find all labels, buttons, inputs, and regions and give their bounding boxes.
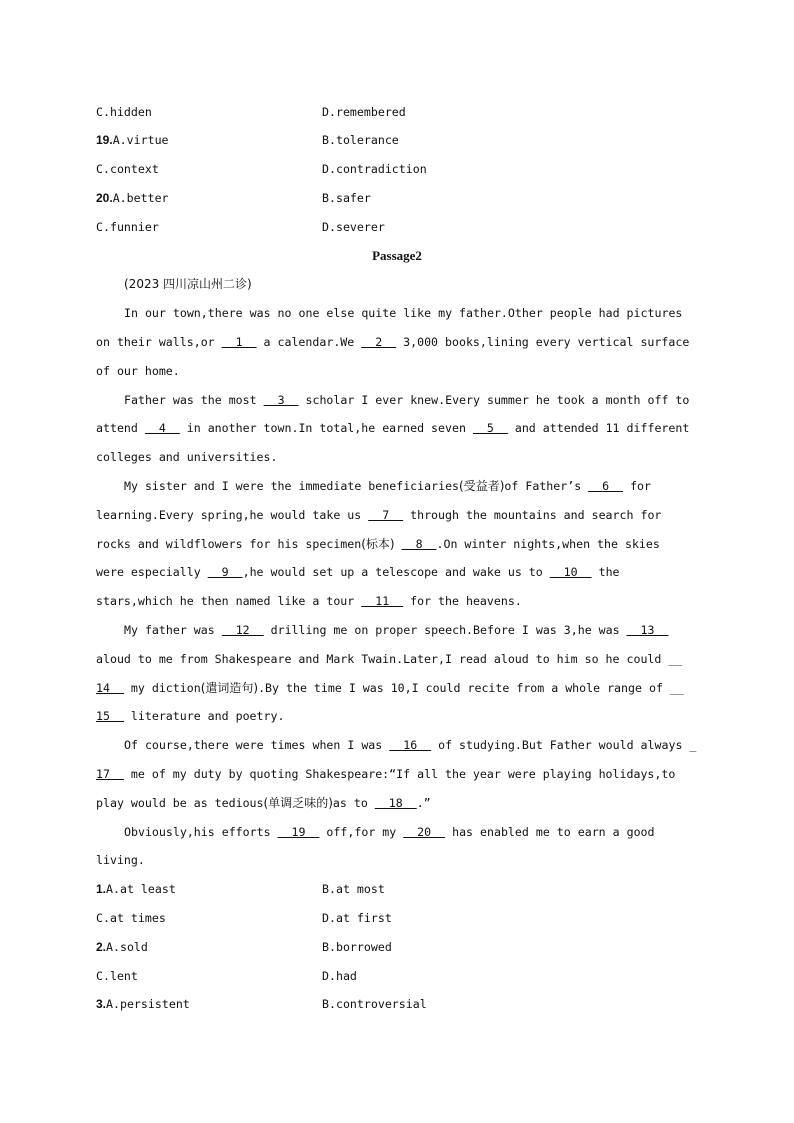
blank: 4: [144, 421, 180, 435]
option-b: D.remembered: [322, 105, 406, 119]
text: of Father’s: [504, 479, 589, 493]
text: a calendar.We: [256, 335, 362, 349]
blank: 5: [472, 421, 508, 435]
blank: 12: [221, 623, 264, 637]
text: (遣词造句): [200, 681, 259, 695]
text: colleges and universities.: [96, 450, 278, 464]
option-row: [322, 996, 427, 1012]
passage-line: [96, 766, 675, 782]
option-a: A.sold: [106, 940, 148, 954]
option-a: C.hidden: [96, 105, 152, 119]
text: in another town.In total,he earned seven: [179, 421, 473, 435]
blank: 7: [368, 508, 404, 522]
passage-line: [96, 363, 180, 379]
text: of studying.But Father would always _: [431, 738, 697, 752]
option-b: D.had: [322, 969, 357, 983]
text: through the mountains and search for: [403, 508, 662, 522]
question-number: 19.: [96, 133, 113, 147]
option-row: [322, 881, 385, 897]
question-number: 2.: [96, 940, 107, 954]
option-b: B.tolerance: [322, 133, 399, 147]
passage-line: [124, 305, 682, 321]
text: play would be as tedious: [96, 796, 264, 810]
text: the: [591, 565, 620, 579]
text: living.: [96, 853, 145, 867]
blank: 3: [263, 393, 299, 407]
text: off,for my: [319, 825, 404, 839]
passage-line: [96, 334, 689, 350]
option-b: B.controversial: [322, 997, 427, 1011]
option-a: C.context: [96, 162, 159, 176]
text: my diction: [123, 681, 201, 695]
passage-line: [96, 420, 689, 436]
option-a: C.funnier: [96, 220, 159, 234]
blank: 9: [207, 565, 243, 579]
text: Father was the most: [124, 393, 264, 407]
option-a: A.at least: [106, 882, 176, 896]
text: drilling me on proper speech.Before I was 3,he was: [263, 623, 627, 637]
text: of our home.: [96, 364, 180, 378]
passage-line: [96, 564, 620, 580]
passage-line: [96, 795, 431, 811]
text: me of my duty by quoting Shakespeare:“If all the year were playing holidays,to: [123, 767, 676, 781]
text: learning.Every spring,he would take us: [96, 508, 369, 522]
passage-line: [96, 593, 522, 609]
passage-line: [96, 680, 684, 696]
option-row: [96, 161, 159, 177]
passage-source: (2023 四川凉山州二诊): [124, 277, 252, 291]
text: on their walls,or: [96, 335, 222, 349]
option-row: [96, 939, 148, 955]
passage-line: [96, 651, 682, 667]
passage-line: [96, 507, 661, 523]
option-row: [96, 968, 138, 984]
text: (标本): [361, 537, 395, 551]
text: Of course,there were times when I was: [124, 738, 390, 752]
blank: 8: [401, 537, 437, 551]
passage-title: Passage2: [372, 248, 422, 263]
passage-line: [96, 708, 284, 724]
passage-line: [124, 824, 655, 840]
text: (单调乏味的): [263, 796, 333, 810]
blank: 13: [626, 623, 669, 637]
option-row: [322, 968, 357, 984]
text: aloud to me from Shakespeare and Mark Twain.Later,I read aloud to him so he could __: [96, 652, 683, 666]
text: has enabled me to earn a good: [445, 825, 655, 839]
text: as to: [332, 796, 375, 810]
blank: 16: [389, 738, 432, 752]
text: for the heavens.: [403, 594, 522, 608]
option-row: [322, 132, 399, 148]
passage-line: [124, 737, 696, 753]
option-a: C.at times: [96, 911, 166, 925]
text: [395, 537, 402, 551]
option-row: [96, 190, 169, 206]
passage-line: [124, 478, 651, 494]
blank: 1: [221, 335, 257, 349]
option-row: [322, 910, 392, 926]
option-row: [96, 132, 169, 148]
text: In our town,there was no one else quite like my father.Other people had pictures: [124, 306, 683, 320]
text: for: [623, 479, 652, 493]
blank: 10: [549, 565, 592, 579]
text: were especially: [96, 565, 208, 579]
text: .On winter nights,when the skies: [436, 537, 660, 551]
blank: 14: [96, 681, 124, 695]
option-row: [322, 219, 385, 235]
text: 3,000 books,lining every vertical surface: [396, 335, 690, 349]
option-row: [96, 219, 159, 235]
option-b: D.contradiction: [322, 162, 427, 176]
question-number: 3.: [96, 997, 107, 1011]
blank: 19: [277, 825, 320, 839]
question-number: 20.: [96, 191, 113, 205]
option-a: A.persistent: [106, 997, 190, 1011]
text: My father was: [124, 623, 222, 637]
text: rocks and wildflowers for his specimen: [96, 537, 362, 551]
option-a: C.lent: [96, 969, 138, 983]
text: Obviously,his efforts: [124, 825, 278, 839]
option-b: B.borrowed: [322, 940, 392, 954]
blank: 20: [403, 825, 446, 839]
blank: 15: [96, 709, 124, 723]
text: literature and poetry.: [123, 709, 285, 723]
option-row: [96, 881, 176, 897]
text: .”: [416, 796, 431, 810]
option-row: [322, 939, 392, 955]
blank: 11: [361, 594, 404, 608]
option-row: [322, 190, 371, 206]
text: scholar I ever knew.Every summer he took a month off to: [298, 393, 690, 407]
option-b: B.at most: [322, 882, 385, 896]
option-a: A.virtue: [112, 133, 169, 147]
blank: 17: [96, 767, 124, 781]
option-a: A.better: [112, 191, 169, 205]
passage-line: [124, 392, 689, 408]
text: stars,which he then named like a tour: [96, 594, 362, 608]
text: .By the time I was 10,I could recite from a whole range of __: [258, 681, 684, 695]
blank: 18: [374, 796, 417, 810]
question-number: 1.: [96, 882, 107, 896]
option-row: [322, 104, 406, 120]
text: and attended 11 different: [507, 421, 690, 435]
text: attend: [96, 421, 145, 435]
option-b: B.safer: [322, 191, 371, 205]
text: My sister and I were the immediate beneficiaries: [124, 479, 460, 493]
passage-line: [124, 622, 668, 638]
option-b: D.at first: [322, 911, 392, 925]
text: ,he would set up a telescope and wake us to: [242, 565, 550, 579]
blank: 6: [588, 479, 624, 493]
passage-line: [96, 449, 277, 465]
option-b: D.severer: [322, 220, 385, 234]
option-row: [322, 161, 427, 177]
passage-line: [96, 536, 660, 552]
text: (受益者): [459, 479, 505, 493]
blank: 2: [361, 335, 397, 349]
passage-line: [96, 852, 145, 868]
option-row: [96, 910, 166, 926]
option-row: [96, 996, 190, 1012]
option-row: [96, 104, 152, 120]
